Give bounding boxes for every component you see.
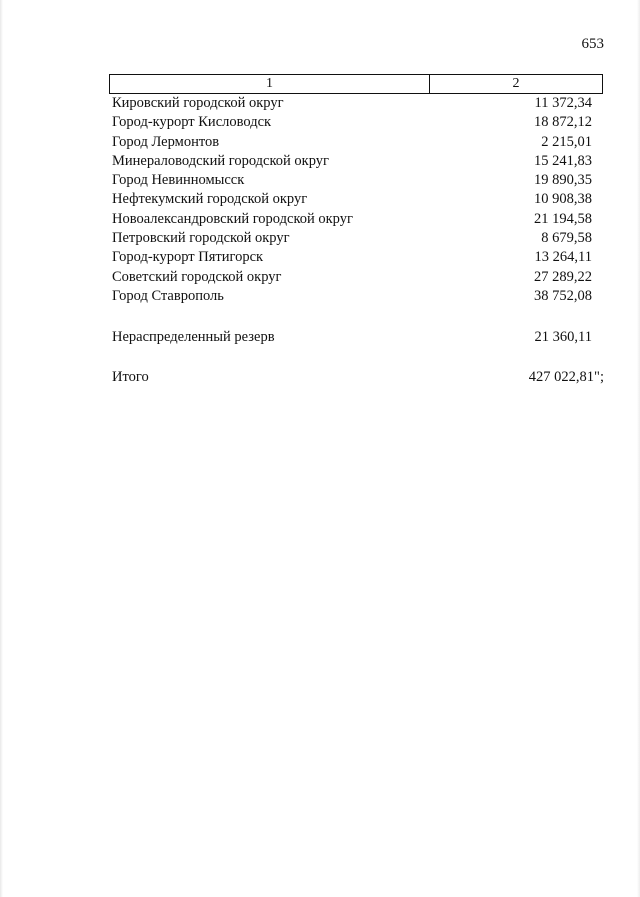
table-header <box>109 74 603 94</box>
row-name: Кировский городской округ <box>112 95 284 111</box>
table-row <box>112 287 592 306</box>
row-name: Город Невинномысск <box>112 172 245 189</box>
row-name: Минераловодский городской округ <box>112 152 329 169</box>
table-row <box>112 190 592 209</box>
reserve-amount: 21 360,11 <box>534 329 592 345</box>
row-name: Петровский городской округ <box>112 230 290 247</box>
table-row <box>112 133 592 152</box>
row-name: Город-курорт Пятигорск <box>112 249 264 266</box>
total-row <box>112 368 604 388</box>
row-name: Город-курорт Кисловодск <box>112 114 272 131</box>
table-row <box>112 113 592 132</box>
reserve-name: Нераспределенный резерв <box>112 329 275 345</box>
row-name: Город Ставрополь <box>112 287 224 304</box>
row-amount: 8 679,58 <box>541 230 592 247</box>
row-amount: 2 215,01 <box>541 133 592 150</box>
row-name: Советский городской округ <box>112 268 282 285</box>
row-amount: 38 752,08 <box>534 287 592 304</box>
table-row <box>112 210 592 229</box>
row-amount: 13 264,11 <box>534 249 592 266</box>
row-amount: 27 289,22 <box>534 268 592 285</box>
scan-edge-left <box>0 0 3 897</box>
row-name: Новоалександровский городской округ <box>112 210 353 227</box>
total-section <box>112 368 604 388</box>
row-amount: 10 908,38 <box>534 191 592 208</box>
table-body <box>112 94 592 306</box>
reserve-row <box>112 328 592 348</box>
row-amount: 19 890,35 <box>534 172 592 189</box>
table-row <box>112 171 592 190</box>
table-row <box>112 248 592 267</box>
table-row <box>112 268 592 287</box>
table-row <box>112 94 592 113</box>
table-row <box>112 229 592 248</box>
table-header-col1: 1 <box>110 75 430 93</box>
total-amount: 427 022,81"; <box>528 369 604 385</box>
table-header-col2: 2 <box>512 76 520 91</box>
row-amount: 21 194,58 <box>534 210 592 227</box>
row-amount: 18 872,12 <box>534 114 592 131</box>
table-row <box>112 152 592 171</box>
reserve-section <box>112 328 592 348</box>
page-number: 653 <box>581 36 604 52</box>
row-name: Город Лермонтов <box>112 133 220 150</box>
total-name: Итого <box>112 369 149 385</box>
row-name: Нефтекумский городской округ <box>112 191 308 208</box>
row-amount: 15 241,83 <box>534 152 592 169</box>
row-amount: 11 372,34 <box>534 95 592 111</box>
